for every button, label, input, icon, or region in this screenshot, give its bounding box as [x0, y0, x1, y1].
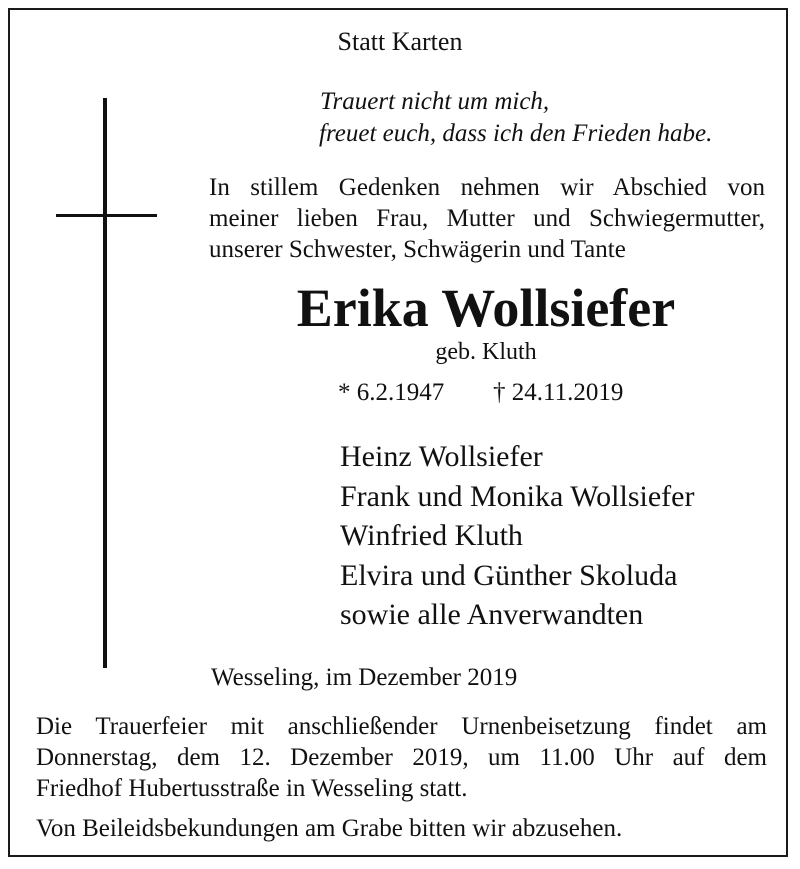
cross-vertical-bar — [103, 98, 107, 668]
funeral-line-3: Friedhof Hubertusstraße in Wesseling statt. — [36, 775, 468, 802]
funeral-line-2: Donnerstag, dem 12. Dezember 2019, um 11.00 Uhr auf dem — [36, 744, 767, 771]
mourners-list — [340, 437, 694, 635]
birth-name: geb. Kluth — [435, 339, 537, 365]
intro-line-3: unserer Schwester, Schwägerin und Tante — [209, 236, 626, 263]
deceased-name: Erika Wollsiefer — [296, 278, 676, 338]
death-date: † 24.11.2019 — [493, 379, 624, 406]
mourner-item: Frank und Monika Wollsiefer — [340, 479, 695, 513]
quote-line-2: freuet euch, dass ich den Frieden habe. — [319, 120, 713, 147]
intro-paragraph — [209, 172, 765, 265]
mourner-item: Winfried Kluth — [340, 519, 523, 552]
place-date: Wesseling, im Dezember 2019 — [211, 664, 518, 691]
cross-horizontal-bar — [56, 214, 157, 217]
intro-line-1: In stillem Gedenken nehmen wir Abschied von — [209, 174, 765, 201]
birth-date: * 6.2.1947 — [338, 379, 445, 406]
mourner-item: sowie alle Anverwandten — [340, 598, 644, 631]
intro-line-2: meiner lieben Frau, Mutter und Schwiegermutter, — [209, 205, 765, 232]
mourner-item: Heinz Wollsiefer — [340, 440, 543, 473]
funeral-line-1: Die Trauerfeier mit anschließender Urnenbeisetzung findet am — [36, 713, 767, 740]
funeral-paragraph — [36, 711, 767, 804]
condolences-note: Von Beileidsbekundungen am Grabe bitten wir abzusehen. — [36, 815, 623, 842]
quote-line-1: Trauert nicht um mich, — [320, 88, 550, 115]
statt-karten-heading: Statt Karten — [337, 27, 463, 56]
mourner-item: Elvira und Günther Skoluda — [340, 558, 678, 592]
